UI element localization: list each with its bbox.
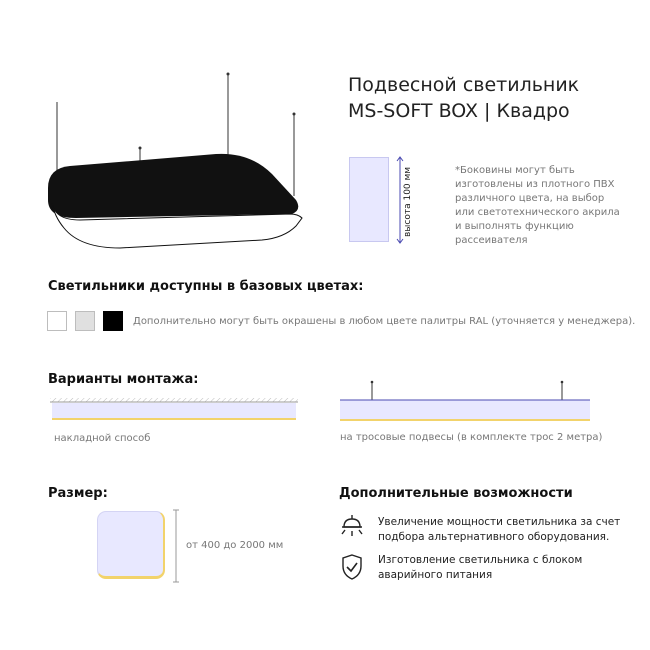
swatch-white bbox=[47, 311, 67, 331]
ceiling-lamp-icon bbox=[339, 514, 365, 542]
height-label: высота 100 мм bbox=[403, 166, 413, 237]
profile-panel bbox=[349, 157, 389, 242]
mounting-heading: Варианты монтажа: bbox=[48, 372, 199, 387]
size-heading: Размер: bbox=[48, 486, 108, 501]
extras-heading: Дополнительные возможности bbox=[339, 486, 573, 501]
page-title bbox=[348, 72, 579, 124]
colors-heading: Светильники доступны в базовых цветах: bbox=[48, 279, 364, 294]
extra-item-emergency bbox=[378, 553, 582, 583]
size-range-label: от 400 до 2000 мм bbox=[186, 540, 284, 551]
product-illustration bbox=[40, 68, 315, 253]
extra-item-emergency-line-2: аварийного питания bbox=[378, 569, 493, 581]
size-panel bbox=[97, 511, 165, 579]
shield-check-icon bbox=[340, 553, 364, 581]
surface-mount-label: накладной способ bbox=[54, 433, 151, 444]
title-line-1: Подвесной светильник bbox=[348, 74, 580, 96]
cable-mount-label: на тросовые подвесы (в комплекте трос 2 метра) bbox=[340, 432, 603, 443]
sidewall-note: *Боковины могут быть изготовлены из плотного ПВХ различного цвета, на выбор или светотехнического акрила и выполнять функцию рассеивателя bbox=[455, 165, 620, 246]
extra-item-power bbox=[378, 515, 620, 545]
surface-mount-diagram bbox=[50, 398, 302, 424]
swatch-black bbox=[103, 311, 123, 331]
title-line-2: MS-SOFT BOX | Квадро bbox=[348, 100, 570, 122]
extra-item-power-line-2: подбора альтернативного оборудования. bbox=[378, 531, 610, 543]
cable-mount-diagram bbox=[338, 378, 594, 424]
extra-item-emergency-line-1: Изготовление светильника с блоком bbox=[378, 554, 583, 566]
swatch-gray bbox=[75, 311, 95, 331]
extra-item-power-line-1: Увеличение мощности светильника за счет bbox=[378, 516, 621, 528]
size-dimension-line bbox=[172, 508, 180, 584]
ral-note: Дополнительно могут быть окрашены в любом цвете палитры RAL (уточняется у менеджера). bbox=[133, 316, 636, 327]
